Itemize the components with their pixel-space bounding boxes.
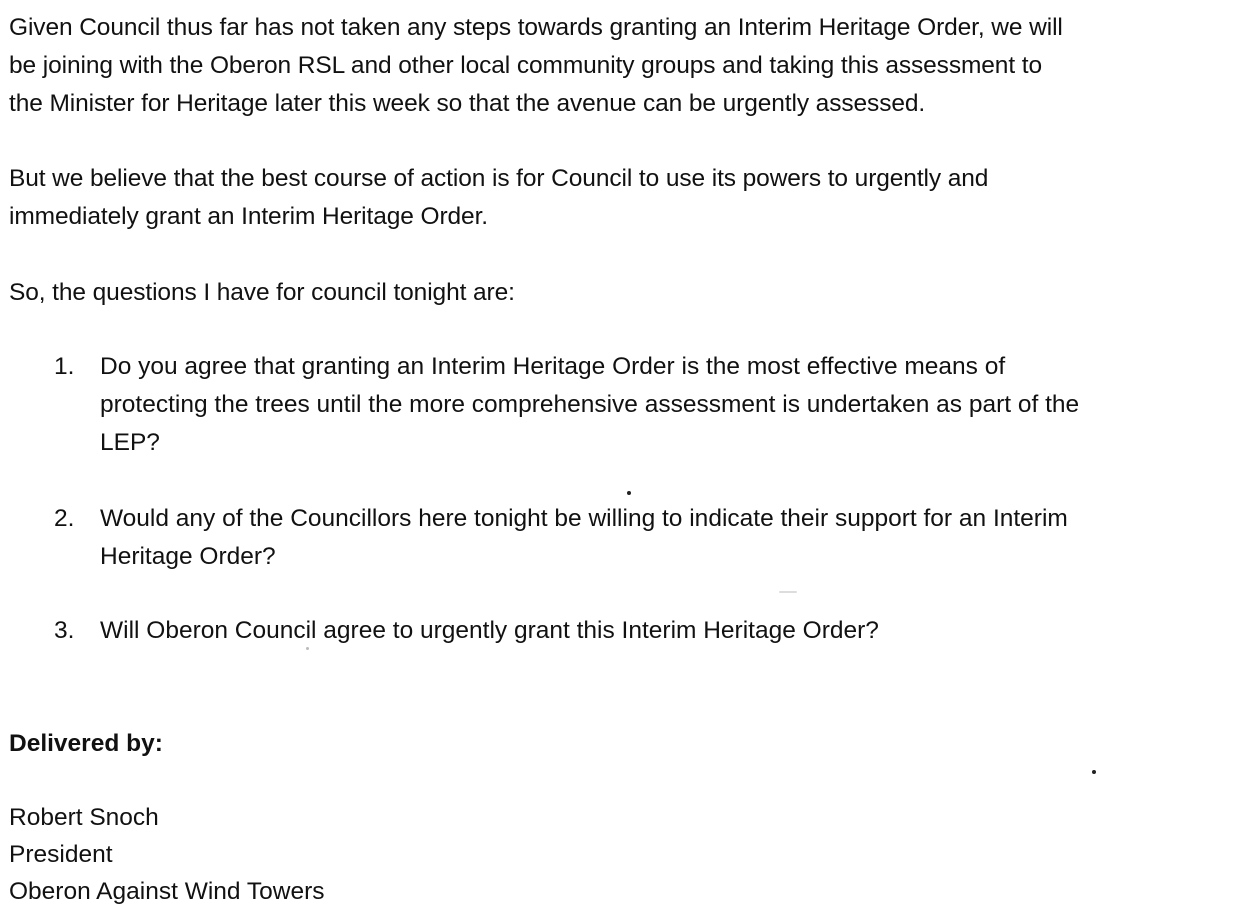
signature-block [9, 799, 325, 910]
signatory-organisation: Oberon Against Wind Towers [9, 878, 325, 905]
scan-speck [627, 491, 631, 495]
scan-speck [1092, 770, 1096, 774]
paragraph-interim-heritage-order-status [9, 9, 1063, 123]
paragraph-line: the Minister for Heritage later this week so that the avenue can be urgently assessed. [9, 90, 926, 117]
question-text [100, 348, 1079, 462]
question-line: LEP? [100, 429, 160, 456]
paragraph-line: immediately grant an Interim Heritage Order. [9, 203, 488, 230]
paragraph-line: But we believe that the best course of action is for Council to use its powers to urgently and [9, 165, 989, 192]
delivered-by-heading: Delivered by: [9, 730, 163, 757]
question-number: 2. [54, 505, 75, 532]
question-number: 3. [54, 617, 75, 644]
question-text [100, 612, 879, 650]
paragraph-line: Given Council thus far has not taken any steps towards granting an Interim Heritage Order, we will [9, 14, 1063, 41]
question-line: protecting the trees until the more comprehensive assessment is undertaken as part of the [100, 391, 1080, 418]
signatory-title: President [9, 841, 113, 868]
question-line: Would any of the Councillors here tonight be willing to indicate their support for an Interim [100, 505, 1068, 532]
question-line: Do you agree that granting an Interim Heritage Order is the most effective means of [100, 353, 1006, 380]
question-number: 1. [54, 353, 75, 380]
scan-speck [779, 591, 797, 593]
paragraph-line: So, the questions I have for council tonight are: [9, 279, 515, 306]
paragraph-line: be joining with the Oberon RSL and other local community groups and taking this assessment to [9, 52, 1042, 79]
question-line: Heritage Order? [100, 543, 276, 570]
question-line: Will Oberon Council agree to urgently grant this Interim Heritage Order? [100, 617, 879, 644]
paragraph-best-course-of-action [9, 160, 988, 236]
signatory-name: Robert Snoch [9, 804, 159, 831]
question-text [100, 500, 1068, 576]
paragraph-questions-intro [9, 274, 515, 312]
scan-speck [306, 647, 309, 650]
